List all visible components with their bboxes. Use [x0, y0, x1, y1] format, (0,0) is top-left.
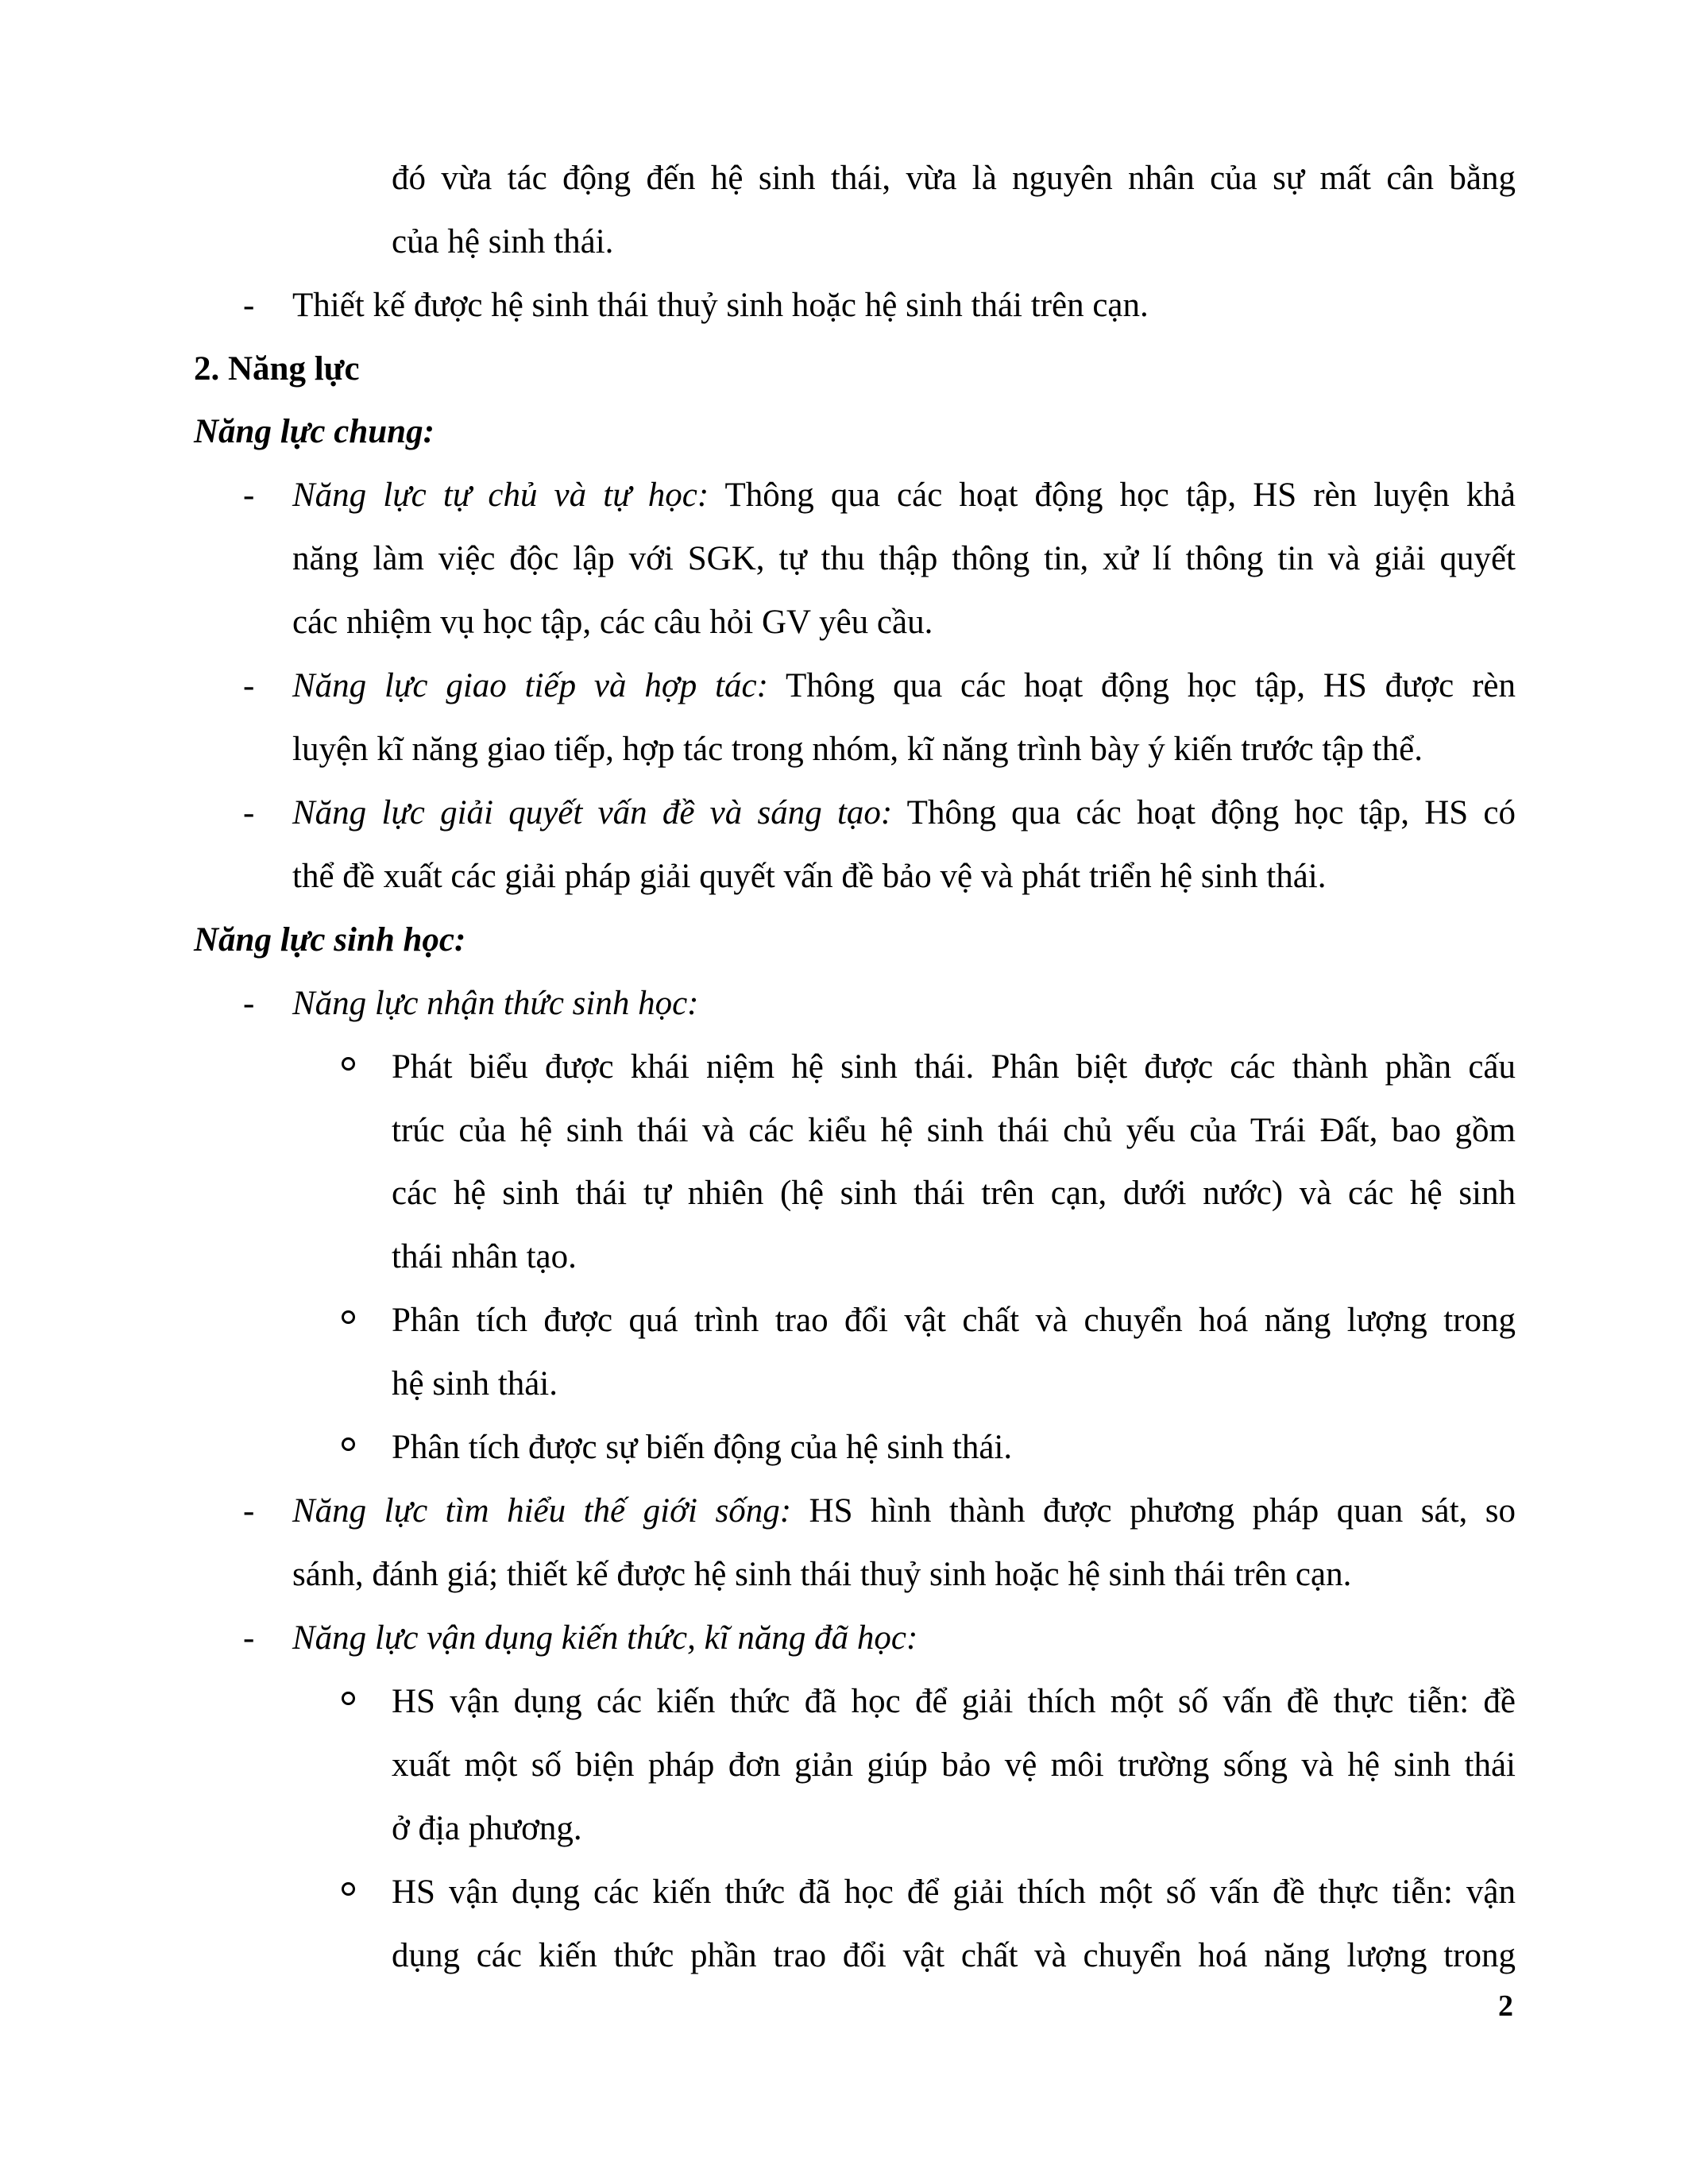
bullet-dash: - — [243, 794, 255, 832]
item-label: Năng lực giao tiếp và hợp tác: — [292, 667, 768, 704]
text-line: thái nhân tạo. — [392, 1238, 577, 1275]
text-line: trúc của hệ sinh thái và các kiểu hệ sinh thái chủ yếu của Trái Đất, bao gồm — [392, 1112, 1516, 1149]
text-line: năng làm việc độc lập với SGK, tự thu thập thông tin, xử lí thông tin và giải quyết — [292, 540, 1516, 577]
circle-bullet-icon — [342, 1057, 355, 1071]
text-line: ở địa phương. — [392, 1810, 582, 1847]
bullet-dash: - — [243, 287, 255, 324]
bullet-dash: - — [243, 985, 255, 1022]
text-line: thể đề xuất các giải pháp giải quyết vấn đề bảo vệ và phát triển hệ sinh thái. — [292, 858, 1327, 895]
bullet-dash: - — [243, 477, 255, 514]
item-text: Thông qua các hoạt động học tập, HS được rèn — [786, 667, 1516, 704]
circle-bullet-icon — [342, 1882, 355, 1896]
bullet-dash: - — [243, 1619, 255, 1657]
text-line: các hệ sinh thái tự nhiên (hệ sinh thái trên cạn, dưới nước) và các hệ sinh — [392, 1175, 1516, 1212]
circle-bullet-icon — [342, 1310, 355, 1324]
bullet-dash: - — [243, 1492, 255, 1530]
circle-bullet-icon — [342, 1692, 355, 1705]
item-text: HS hình thành được phương pháp quan sát, so — [809, 1492, 1516, 1530]
text-line: HS vận dụng các kiến thức đã học để giải thích một số vấn đề thực tiễn: đề — [392, 1683, 1516, 1720]
item-label: Năng lực tìm hiểu thế giới sống: — [292, 1492, 792, 1530]
list-item-line — [292, 475, 1516, 516]
list-item-line — [292, 666, 1516, 707]
text-line: của hệ sinh thái. — [392, 223, 614, 260]
text-line: sánh, đánh giá; thiết kế được hệ sinh thái thuỷ sinh hoặc hệ sinh thái trên cạn. — [292, 1556, 1352, 1593]
text-line: Thiết kế được hệ sinh thái thuỷ sinh hoặc hệ sinh thái trên cạn. — [292, 287, 1149, 324]
item-label: Năng lực tự chủ và tự học: — [292, 477, 709, 514]
section-heading: 2. Năng lực — [194, 350, 360, 388]
item-text: Thông qua các hoạt động học tập, HS có — [906, 794, 1516, 832]
list-item-line — [292, 793, 1516, 834]
text-line: Phân tích được sự biến động của hệ sinh thái. — [392, 1429, 1013, 1466]
text-line: luyện kĩ năng giao tiếp, hợp tác trong nhóm, kĩ năng trình bày ý kiến trước tập thể. — [292, 731, 1423, 768]
circle-bullet-icon — [342, 1437, 355, 1451]
subsection-heading: Năng lực sinh học: — [194, 921, 466, 959]
text-line: Phát biểu được khái niệm hệ sinh thái. Phân biệt được các thành phần cấu — [392, 1048, 1516, 1086]
text-line: các nhiệm vụ học tập, các câu hỏi GV yêu cầu. — [292, 604, 933, 641]
text-line: đó vừa tác động đến hệ sinh thái, vừa là nguyên nhân của sự mất cân bằng — [392, 160, 1516, 197]
text-line: Phân tích được quá trình trao đổi vật chất và chuyển hoá năng lượng trong — [392, 1302, 1516, 1339]
text-line: HS vận dụng các kiến thức đã học để giải thích một số vấn đề thực tiễn: vận — [392, 1873, 1516, 1911]
item-label: Năng lực vận dụng kiến thức, kĩ năng đã học: — [292, 1619, 918, 1657]
text-line: hệ sinh thái. — [392, 1365, 558, 1403]
subsection-heading: Năng lực chung: — [194, 413, 435, 450]
page-number: 2 — [1498, 1989, 1513, 2023]
bullet-dash: - — [243, 667, 255, 704]
text-line: dụng các kiến thức phần trao đổi vật chất và chuyển hoá năng lượng trong — [392, 1937, 1516, 1974]
item-text: Thông qua các hoạt động học tập, HS rèn luyện khả — [724, 477, 1516, 514]
item-label: Năng lực nhận thức sinh học: — [292, 985, 699, 1022]
list-item-line — [292, 1491, 1516, 1532]
item-label: Năng lực giải quyết vấn đề và sáng tạo: — [292, 794, 893, 832]
text-line: xuất một số biện pháp đơn giản giúp bảo vệ môi trường sống và hệ sinh thái — [392, 1746, 1516, 1784]
